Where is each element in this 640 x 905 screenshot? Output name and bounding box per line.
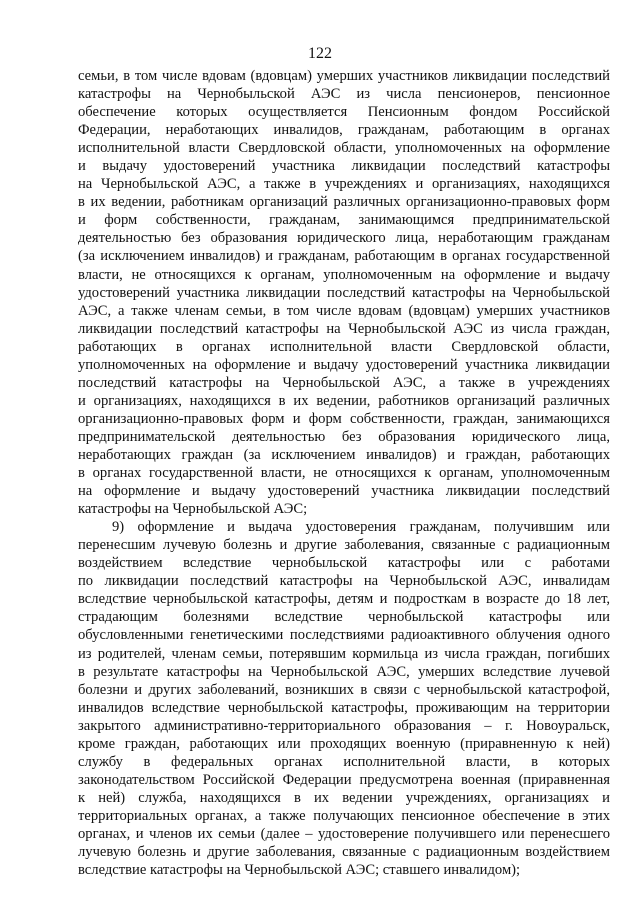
text-line: болезни и других заболеваний, возникших в связи с чернобыльской катастрофой, xyxy=(78,681,610,698)
text-line: воздействием вследствие чернобыльской катастрофы или с работами xyxy=(78,555,610,572)
text-line: обеспечение которых осуществляется Пенсионным фондом Российской xyxy=(78,104,610,121)
text-line: службу в федеральных органах исполнительной власти, в которых xyxy=(78,753,610,770)
text-line: территориальных органах, а также получающих пенсионное обеспечение в этих xyxy=(78,807,610,824)
text-line: и форм собственности, гражданам, занимающимся предпринимательской xyxy=(78,212,610,229)
document-body xyxy=(78,67,610,879)
text-line: в органах государственной власти, не относящихся к органам, уполномоченным xyxy=(78,465,610,482)
page-number: 122 xyxy=(308,45,332,62)
text-line: обусловленными генетическими последствиями радиоактивного облучения одного xyxy=(78,627,610,644)
text-line: лучевую болезнь и другие заболевания, связанные с радиационным воздействием xyxy=(78,844,610,861)
text-line: семьи, в том числе вдовам (вдовцам) умерших участников ликвидации последствий xyxy=(78,68,610,84)
text-line: деятельностью без образования юридического лица, неработающим гражданам xyxy=(78,230,610,247)
text-line: последствий катастрофы на Чернобыльской АЭС, а также в учреждениях xyxy=(78,374,610,391)
text-line: вследствие чернобыльской катастрофы, детям и подросткам в возрасте до 18 лет, xyxy=(78,591,610,608)
text-line: удостоверений участника ликвидации последствий катастрофы на Чернобыльской xyxy=(78,284,610,301)
text-line: неработающих граждан (за исключением инвалидов) и граждан, работающих xyxy=(78,446,610,463)
text-line: кроме граждан, работающих или проходящих военную (приравненную к ней) xyxy=(78,735,610,752)
text-line: власти, не относящихся к органам, уполномоченным на оформление и выдачу xyxy=(78,266,610,283)
text-line: страдающим болезнями вследствие чернобыльской катастрофы или xyxy=(78,609,610,626)
text-line: предпринимательской деятельностью без образования юридического лица, xyxy=(78,428,610,445)
text-line: из родителей, членам семьи, потерявшим кормильца из числа граждан, погибших xyxy=(78,645,610,662)
text-line: катастрофы на Чернобыльской АЭС из числа пенсионеров, пенсионное xyxy=(78,86,610,103)
text-line: 9) оформление и выдача удостоверения гражданам, получившим или xyxy=(112,519,610,536)
text-line: катастрофы на Чернобыльской АЭС; xyxy=(78,501,308,518)
text-line: по ликвидации последствий катастрофы на Чернобыльской АЭС, инвалидам xyxy=(78,573,610,590)
paragraph-continuation xyxy=(78,67,610,518)
text-line: на Чернобыльской АЭС, а также в учреждениях и организациях, находящихся xyxy=(78,176,610,193)
text-line: закрытого административно-территориального образования – г. Новоуральск, xyxy=(78,717,610,734)
text-line: Федерации, неработающих инвалидов, гражданам, работающим в органах xyxy=(78,122,610,139)
text-line: органах, и членов их семьи (далее – удостоверение получившего или перенесшего xyxy=(78,825,610,842)
paragraph-item-9 xyxy=(78,518,610,879)
text-line: на оформление и выдачу удостоверений участника ликвидации последствий xyxy=(78,483,610,500)
text-line: в их ведении, работникам организаций различных организационно-правовых форм xyxy=(78,194,610,211)
text-line: к ней) служба, находящихся в их ведении учреждениях, организациях и xyxy=(78,789,610,806)
text-line: в результате катастрофы на Чернобыльской АЭС, умерших вследствие лучевой xyxy=(78,663,610,680)
text-line: перенесшим лучевую болезнь и другие заболевания, связанные с радиационным xyxy=(78,537,610,554)
text-line: вследствие катастрофы на Чернобыльской АЭС; ставшего инвалидом); xyxy=(78,862,521,879)
text-line: АЭС, а также членам семьи, в том числе вдовам (вдовцам) умерших участников xyxy=(78,302,610,319)
text-line: и выдачу удостоверений участника ликвидации последствий катастрофы xyxy=(78,158,610,175)
text-line: ликвидации последствий катастрофы на Чернобыльской АЭС из числа граждан, xyxy=(78,320,610,337)
text-line: исполнительной власти Свердловской области, уполномоченных на оформление xyxy=(78,140,610,157)
text-line: организационно-правовых форм и форм собственности, граждан, занимающихся xyxy=(78,410,610,427)
text-line: работающих в органах исполнительной власти Свердловской области, xyxy=(78,338,610,355)
text-line: (за исключением инвалидов) и гражданам, работающим в органах государственной xyxy=(78,248,610,265)
text-line: законодательством Российской Федерации предусмотрена военная (приравненная xyxy=(78,771,610,788)
text-line: уполномоченных на оформление и выдачу удостоверений участника ликвидации xyxy=(78,356,610,373)
text-line: и организациях, находящихся в их ведении, работников организаций различных xyxy=(78,392,610,409)
text-line: инвалидов вследствие чернобыльской катастрофы, проживающим на территории xyxy=(78,699,610,716)
